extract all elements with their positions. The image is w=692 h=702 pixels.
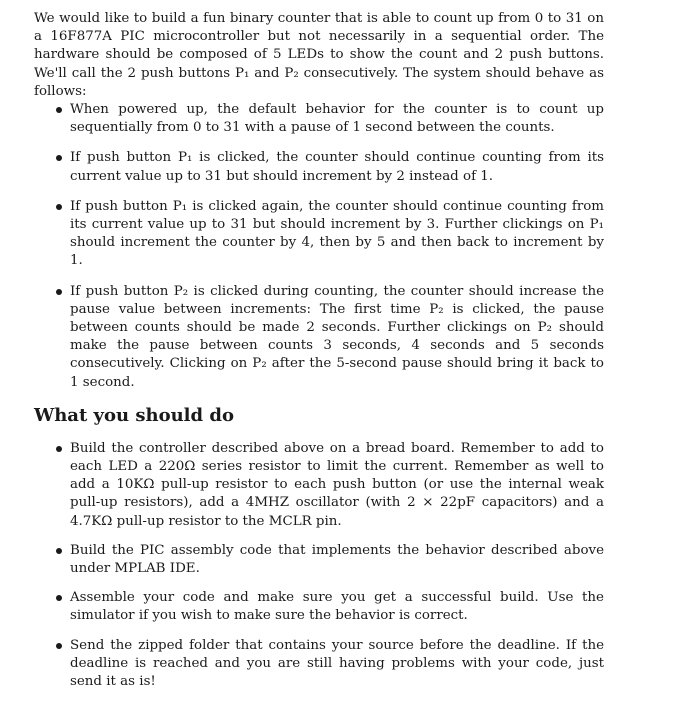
list-item [34,101,604,137]
intro-paragraph: We would like to build a fun binary counter that is able to count up from 0 to 31 on a 16F877A PIC microcontroller but not necessarily in a sequential order. The hardware should be composed of 5 LEDs to show the count and 2 push buttons. We'll call the 2 push buttons P₁ and P₂ consecutively. The system should behave as follows: [34,11,604,99]
bullet-icon [56,107,62,113]
list-item-text: Send the zipped folder that contains your source before the deadline. If the deadline is reached and you are still having problems with your code, just send it as is! [70,637,604,690]
list-item [34,637,604,692]
section-heading: What you should do [34,404,234,426]
document-page [34,10,604,702]
list-item-text: Build the PIC assembly code that implements the behavior described above under MPLAB IDE. [70,542,604,577]
bullet-icon [56,548,62,554]
list-item-text: Build the controller described above on a bread board. Remember to add to each LED a 220Ω series resistor to limit the current. Remember as well to add a 10KΩ pull-up resistor to each push button (or use the internal weak pull-up resistors), add a 4MHZ oscillator (with 2 × 22pF capacitors) and a 4.7KΩ pull-up resistor to the MCLR pin. [70,440,604,529]
list-item [34,198,604,271]
bullet-icon [56,643,62,649]
list-item [34,283,604,392]
list-item-text: If push button P₁ is clicked, the counter should continue counting from its current value up to 31 but should increment by 2 instead of 1. [70,150,604,184]
task-list [34,440,604,691]
bullet-icon [56,204,62,210]
behavior-list [34,101,604,392]
bullet-icon [56,595,62,601]
list-item-text: When powered up, the default behavior for the counter is to count up sequentially from 0 to 31 with a pause of 1 second between the counts. [70,102,604,136]
list-item [34,440,604,531]
list-item-text: If push button P₁ is clicked again, the counter should continue counting from its current value up to 31 but should increment by 3. Further clickings on P₁ should increment the counter by 4, then by 5 and then back to increment by 1. [70,198,604,269]
bullet-icon [56,155,62,161]
list-item [34,542,604,578]
bullet-icon [56,446,62,452]
list-item [34,589,604,625]
list-item-text: If push button P₂ is clicked during counting, the counter should increase the pause value between increments: The first time P₂ is clicked, the pause between counts should be made 2 seconds. Further clickings on P₂ should make the pause between counts 3 seconds, 4 seconds and 5 seconds consecutively. Clicking on P₂ after the 5-second pause should bring it back to 1 second. [70,283,604,390]
list-item [34,149,604,185]
bullet-icon [56,289,62,295]
list-item-text: Assemble your code and make sure you get a successful build. Use the simulator if you wish to make sure the behavior is correct. [70,590,604,624]
